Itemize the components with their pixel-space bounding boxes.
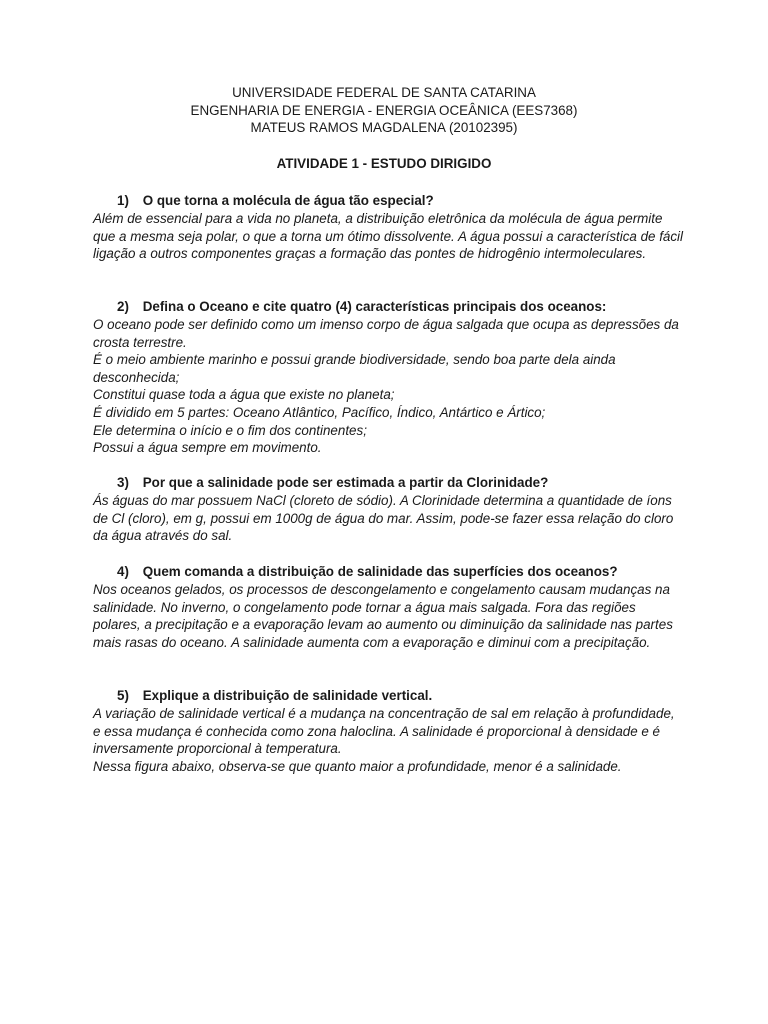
- question-text: Explique a distribuição de salinidade vertical.: [142, 688, 433, 703]
- answer-text: [93, 581, 683, 651]
- answer-paragraph: Possui a água sempre em movimento.: [93, 440, 322, 456]
- question-number: 1): [117, 193, 129, 208]
- document-header: [0, 84, 768, 137]
- answer-paragraph: É o meio ambiente marinho e possui grande biodiversidade, sendo boa parte dela ainda desconhecida;: [93, 352, 616, 385]
- answer-text: [93, 705, 683, 775]
- answer-paragraph: Constitui quase toda a água que existe no planeta;: [93, 387, 395, 403]
- answer-paragraph: A variação de salinidade vertical é a mudança na concentração de sal em relação à profundidade, e essa mudança é conhecida como zona haloclina. A salinidade é proporcional à densidade e é inversamente proporcional à temperatura.: [93, 706, 675, 757]
- question-section-4: [93, 563, 683, 651]
- document-title: ATIVIDADE 1 - ESTUDO DIRIGIDO: [276, 156, 492, 171]
- question-section-3: [93, 474, 683, 545]
- question-heading: [93, 563, 683, 581]
- answer-paragraph: Ele determina o início e o fim dos continentes;: [93, 422, 367, 438]
- question-number: 5): [117, 688, 129, 703]
- answer-text: [93, 492, 683, 545]
- question-heading: [93, 192, 683, 210]
- question-section-5: [93, 687, 683, 775]
- course-name: ENGENHARIA DE ENERGIA - ENERGIA OCEÂNICA (EES7368): [190, 102, 578, 118]
- answer-paragraph: É dividido em 5 partes: Oceano Atlântico, Pacífico, Índico, Antártico e Ártico;: [93, 404, 546, 420]
- student-name: MATEUS RAMOS MAGDALENA (20102395): [250, 120, 518, 136]
- question-heading: [93, 474, 683, 492]
- question-section-1: [93, 192, 683, 263]
- question-text: Defina o Oceano e cite quatro (4) características principais dos oceanos:: [142, 299, 607, 314]
- answer-paragraph: Além de essencial para a vida no planeta, a distribuição eletrônica da molécula de água permite que a mesma seja polar, o que a torna um ótimo dissolvente. A água possui a característica de fácil ligação a outros componentes graças a formação das pontes de hidrogênio intermoleculares.: [93, 211, 684, 262]
- answer-text: [93, 210, 683, 263]
- question-section-2: [93, 298, 683, 457]
- answer-text: [93, 316, 683, 457]
- question-text: Por que a salinidade pode ser estimada a partir da Clorinidade?: [142, 475, 549, 490]
- answer-paragraph: Nos oceanos gelados, os processos de descongelamento e congelamento causam mudanças na salinidade. No inverno, o congelamento pode tornar a água mais salgada. Fora das regiões polares, a precipitação e a evaporação levam ao aumento ou diminuição da salinidade nas partes mais rasas do oceano. A salinidade aumenta com a evaporação e diminui com a precipitação.: [93, 582, 673, 650]
- question-text: O que torna a molécula de água tão especial?: [142, 193, 434, 208]
- question-text: Quem comanda a distribuição de salinidade das superfícies dos oceanos?: [142, 564, 618, 579]
- question-number: 4): [117, 564, 129, 579]
- question-heading: [93, 687, 683, 705]
- answer-paragraph: O oceano pode ser definido como um imenso corpo de água salgada que ocupa as depressões da crosta terrestre.: [93, 317, 679, 350]
- answer-paragraph: Nessa figura abaixo, observa-se que quanto maior a profundidade, menor é a salinidade.: [93, 758, 622, 774]
- question-number: 2): [117, 299, 129, 314]
- question-number: 3): [117, 475, 129, 490]
- answer-paragraph: Ás águas do mar possuem NaCl (cloreto de sódio). A Clorinidade determina a quantidade de íons de Cl (cloro), em g, possui em 1000g de água do mar. Assim, pode-se fazer essa relação do cloro da água através do sal.: [93, 493, 674, 544]
- question-heading: [93, 298, 683, 316]
- university-name: UNIVERSIDADE FEDERAL DE SANTA CATARINA: [232, 85, 536, 100]
